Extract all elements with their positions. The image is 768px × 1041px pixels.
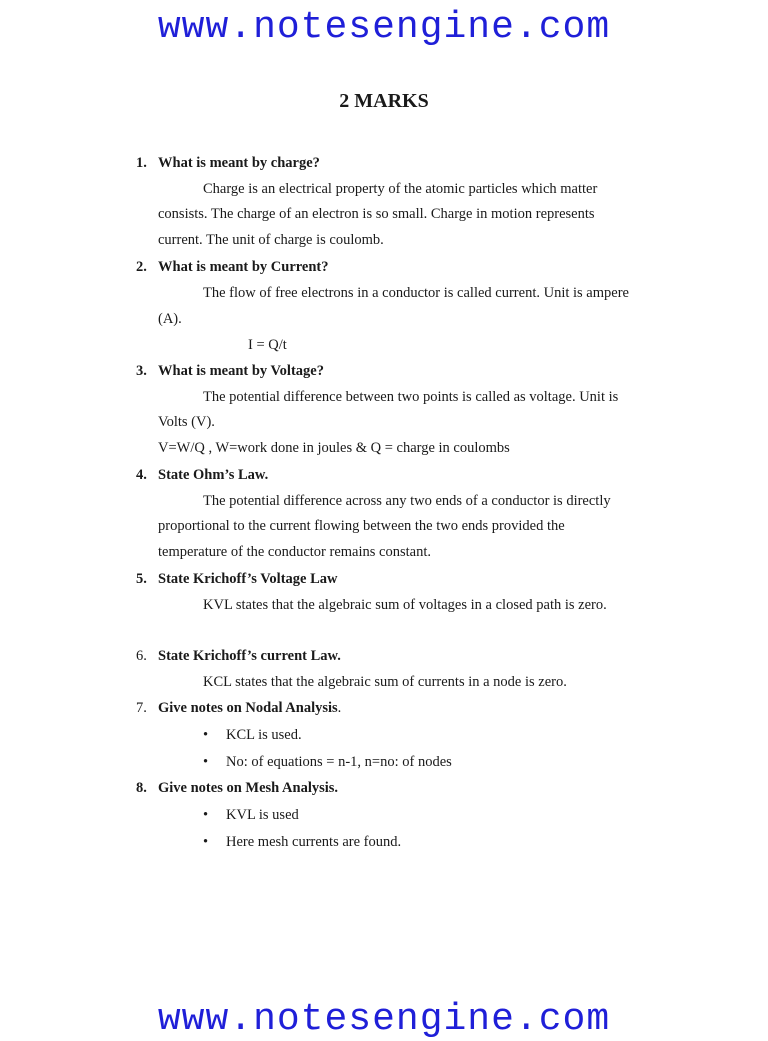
question-number: 8. <box>136 780 147 796</box>
answer-line: The flow of free electrons in a conductor is called current. Unit is ampere <box>203 285 629 301</box>
question-number: 4. <box>136 467 147 483</box>
bullet-icon: • <box>203 754 209 770</box>
bullet-item <box>203 834 401 851</box>
answer-line: temperature of the conductor remains constant. <box>158 544 431 560</box>
bullet-icon: • <box>203 834 209 850</box>
answer-line: current. The unit of charge is coulomb. <box>158 232 384 248</box>
question-title: Give notes on Mesh Analysis. <box>158 780 339 796</box>
answer-line: consists. The charge of an electron is so small. Charge in motion represents <box>158 206 595 222</box>
watermark-bottom: www.notesengine.com <box>157 998 611 1041</box>
bullet-text: KCL is used. <box>226 727 302 743</box>
watermark-top: www.notesengine.com <box>157 6 611 49</box>
bullet-text: No: of equations = n-1, n=no: of nodes <box>226 754 452 770</box>
question-4 <box>136 467 268 484</box>
question-title: State Krichoff’s Voltage Law <box>158 571 338 587</box>
question-number: 2. <box>136 259 147 275</box>
question-number: 6. <box>136 648 147 664</box>
answer-line: KCL states that the algebraic sum of currents in a node is zero. <box>203 674 567 690</box>
answer-line: V=W/Q , W=work done in joules & Q = charge in coulombs <box>158 440 510 456</box>
question-number: 1. <box>136 155 147 171</box>
page-heading: 2 MARKS <box>339 90 429 112</box>
answer-line: KVL states that the algebraic sum of voltages in a closed path is zero. <box>203 597 607 613</box>
question-title: What is meant by Current? <box>158 259 329 275</box>
bullet-item <box>203 754 452 771</box>
question-title: What is meant by Voltage? <box>158 363 324 379</box>
question-6 <box>136 648 341 665</box>
answer-line: proportional to the current flowing between the two ends provided the <box>158 518 565 534</box>
bullet-icon: • <box>203 807 209 823</box>
formula: I = Q/t <box>248 337 287 353</box>
question-7 <box>136 700 341 717</box>
question-number: 7. <box>136 700 147 716</box>
answer-line: Volts (V). <box>158 414 215 430</box>
question-5 <box>136 571 337 588</box>
bullet-text: KVL is used <box>226 807 299 823</box>
bullet-item <box>203 807 299 824</box>
question-number: 3. <box>136 363 147 379</box>
question-title: State Ohm’s Law. <box>158 467 269 483</box>
bullet-text: Here mesh currents are found. <box>226 834 402 850</box>
question-title: State Krichoff’s current Law. <box>158 648 341 664</box>
bullet-item <box>203 727 302 744</box>
answer-line: The potential difference across any two ends of a conductor is directly <box>203 493 611 509</box>
question-2 <box>136 259 329 276</box>
question-title: Give notes on Nodal Analysis <box>158 700 338 716</box>
question-title-suffix: . <box>337 700 342 716</box>
question-8 <box>136 780 338 797</box>
question-title: What is meant by charge? <box>158 155 320 171</box>
question-1 <box>136 155 320 172</box>
question-number: 5. <box>136 571 147 587</box>
answer-line: The potential difference between two points is called as voltage. Unit is <box>203 389 619 405</box>
question-3 <box>136 363 324 380</box>
answer-line: Charge is an electrical property of the atomic particles which matter <box>203 181 598 197</box>
answer-line: (A). <box>158 311 182 327</box>
bullet-icon: • <box>203 727 209 743</box>
